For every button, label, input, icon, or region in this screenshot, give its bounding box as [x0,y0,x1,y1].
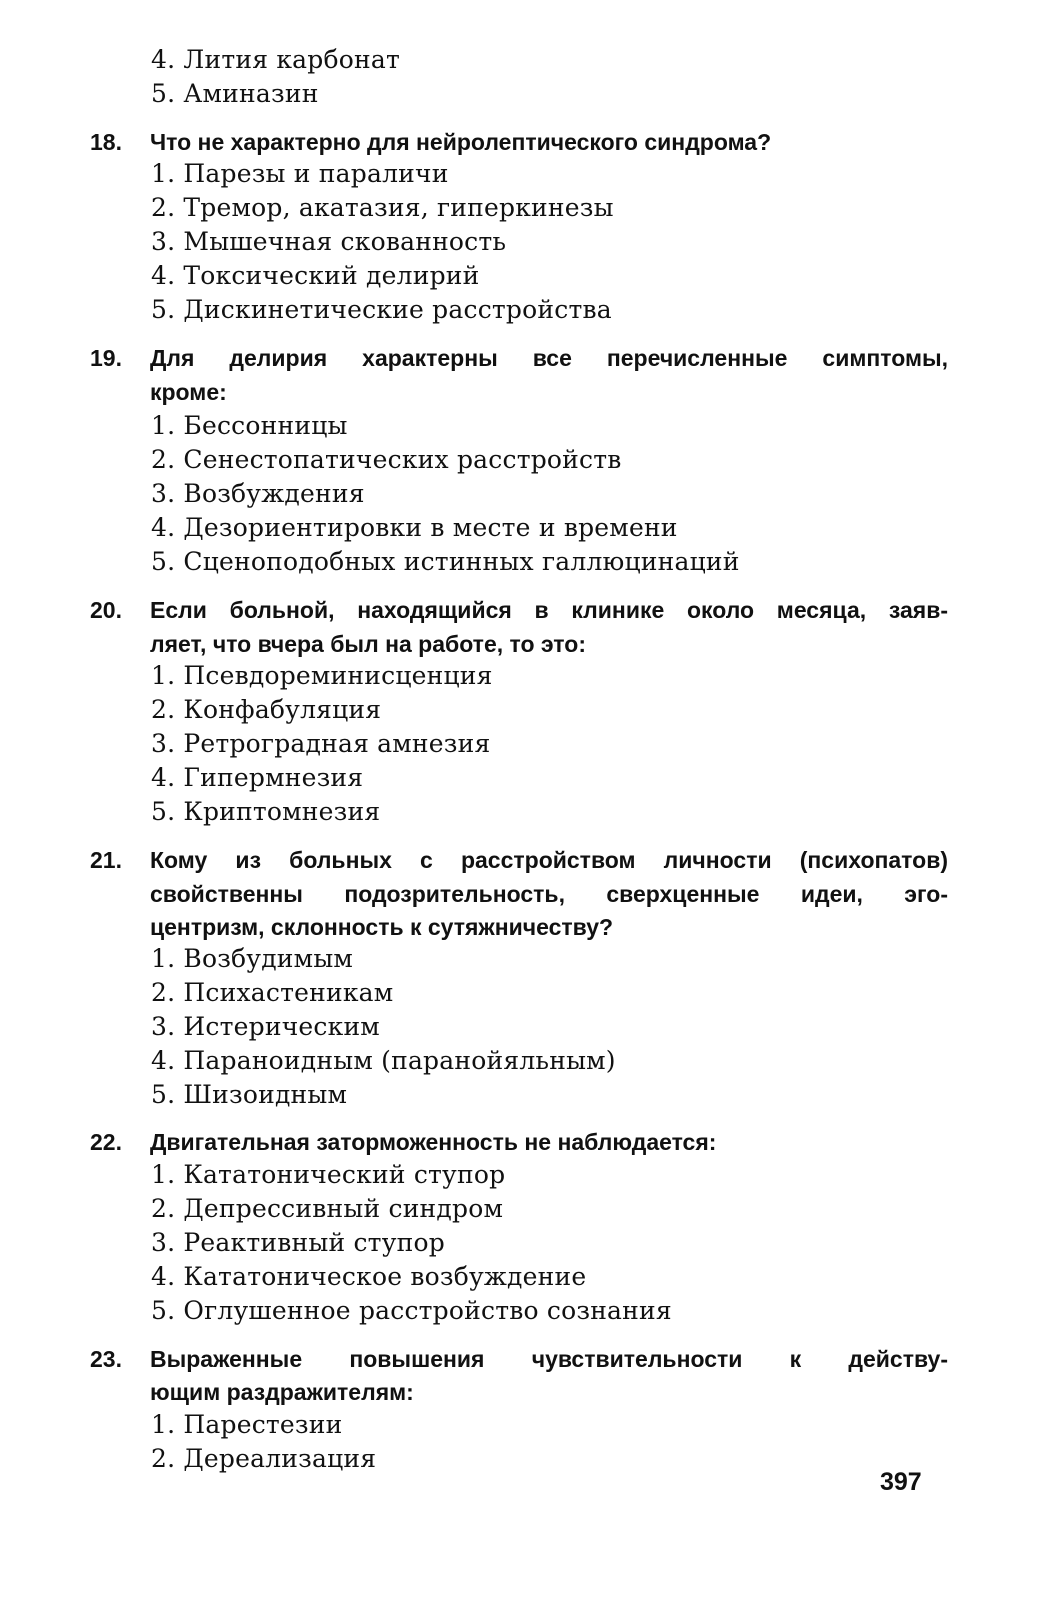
answer-option: 4. Лития карбонат [151,45,400,74]
answer-option: 2. Дереализация [151,1444,377,1473]
question-text: Двигательная заторможенность не наблюдается: [150,1129,717,1155]
question-text: кроме: [150,379,227,405]
answer-option: 3. Ретроградная амнезия [151,729,491,758]
answer-option: 4. Кататоническое возбуждение [151,1262,587,1291]
question-number: 23. [90,1346,122,1372]
question-text: Если больной, находящийся в клинике около месяца, заяв- [150,597,948,623]
question-text: свойственны подозрительность, сверхценные идеи, эго- [150,881,948,907]
question-text: Кому из больных с расстройством личности (психопатов) [150,847,948,873]
answer-option: 2. Тремор, акатазия, гиперкинезы [151,193,614,222]
question-number: 21. [90,847,122,873]
answer-option: 2. Конфабуляция [151,695,382,724]
answer-option: 3. Истерическим [151,1012,380,1041]
answer-option: 1. Кататонический ступор [151,1160,506,1189]
answer-option: 4. Гипермнезия [151,763,364,792]
answer-option: 1. Возбудимым [151,944,354,973]
answer-option: 1. Псевдореминисценция [151,661,493,690]
page-number: 397 [880,1468,922,1496]
answer-option: 1. Парестезии [151,1410,343,1439]
answer-option: 2. Сенестопатических расстройств [151,445,622,474]
question-text: ющим раздражителям: [150,1379,414,1405]
answer-option: 5. Криптомнезия [151,797,381,826]
answer-option: 3. Возбуждения [151,479,365,508]
question-number: 20. [90,597,122,623]
question-number: 18. [90,129,122,155]
answer-option: 4. Токсический делирий [151,261,480,290]
question-text: ляет, что вчера был на работе, то это: [150,631,586,657]
answer-option: 2. Психастеникам [151,978,394,1007]
question-text: центризм, склонность к сутяжничеству? [150,914,614,940]
question-text: Для делирия характерны все перечисленные симптомы, [150,345,948,371]
question-number: 19. [90,345,122,371]
answer-option: 5. Аминазин [151,79,319,108]
question-text: Что не характерно для нейролептического синдрома? [150,129,772,155]
answer-option: 5. Оглушенное расстройство сознания [151,1296,672,1325]
answer-option: 3. Мышечная скованность [151,227,507,256]
answer-option: 5. Дискинетические расстройства [151,295,612,324]
answer-option: 4. Дезориентировки в месте и времени [151,513,678,542]
answer-option: 1. Парезы и параличи [151,159,449,188]
answer-option: 5. Шизоидным [151,1080,348,1109]
question-text: Выраженные повышения чувствительности к действу- [150,1346,948,1372]
answer-option: 2. Депрессивный синдром [151,1194,504,1223]
question-number: 22. [90,1129,122,1155]
answer-option: 1. Бессонницы [151,411,348,440]
answer-option: 3. Реактивный ступор [151,1228,445,1257]
answer-option: 5. Сценоподобных истинных галлюцинаций [151,547,740,576]
answer-option: 4. Параноидным (паранойяльным) [151,1046,616,1075]
